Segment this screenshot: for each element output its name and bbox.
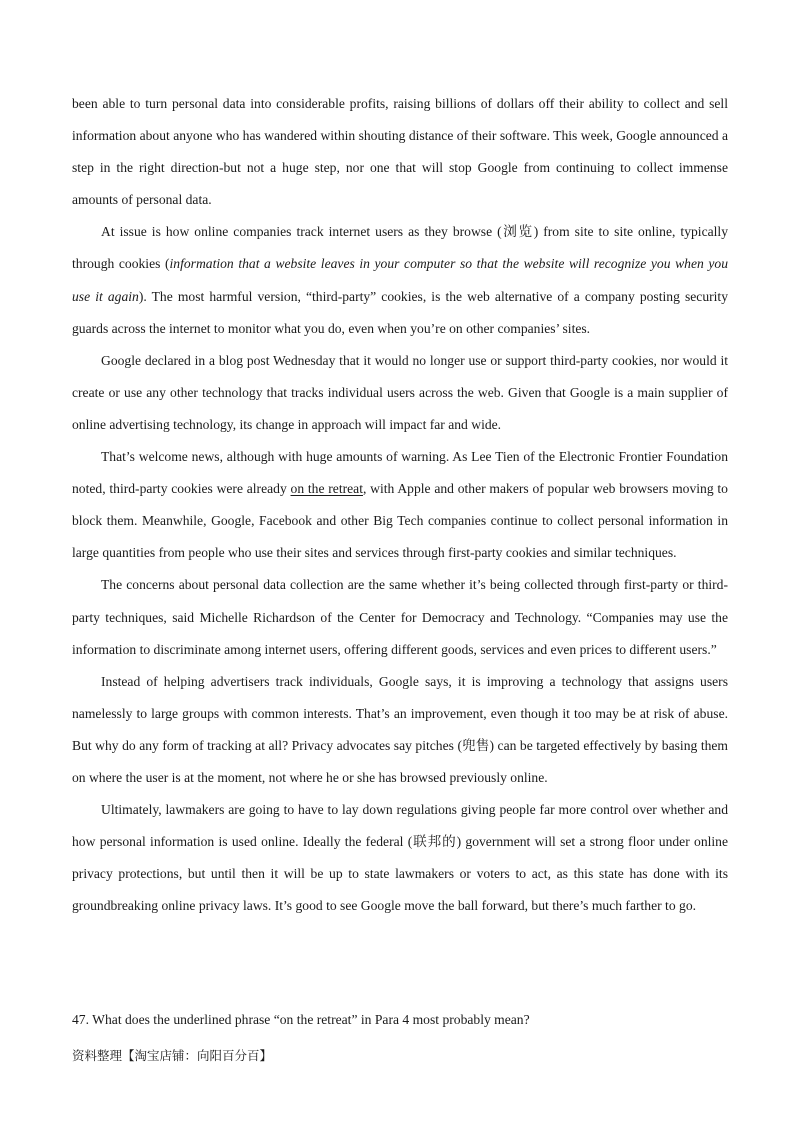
paragraph-text: Ultimately, lawmakers are going to have to lay down regulations giving people far more control over whether and how personal information is used online. Ideally the federal (联邦的) government will set a strong floor under online privacy protections, but until then it will be up to state lawmakers or voters to act, as this state has done with its groundbreaking online privacy laws. It’s good to see Google move the ball forward, but there’s much farther to go. — [72, 802, 728, 914]
question-text: What does the underlined phrase “on the retreat” in Para 4 most probably mean? — [92, 1012, 530, 1027]
underlined-phrase: on the retreat — [290, 481, 363, 497]
paragraph-text: The concerns about personal data collection are the same whether it’s being collected through first-party or third-party techniques, said Michelle Richardson of the Center for Democracy and Technology. “Companies may use the information to discriminate among internet users, offering different goods, services and even prices to different users.” — [72, 577, 728, 657]
paragraph-text: been able to turn personal data into considerable profits, raising billions of dollars off their ability to collect and sell information about anyone who has wandered within shouting distance of their software. This week, Google announced a step in the right direction-but not a huge step, nor one that will stop Google from continuing to collect immense amounts of personal data. — [72, 96, 728, 208]
paragraph-6 — [72, 666, 728, 794]
question-separator: . — [85, 1012, 89, 1027]
paragraph-7 — [72, 794, 728, 922]
paragraph-text: Instead of helping advertisers track individuals, Google says, it is improving a technology that assigns users namelessly to large groups with common interests. That’s an improvement, even though it too may be at risk of abuse. But why do any form of tracking at all? Privacy advocates say pitches (兜售) can be targeted effectively by basing them on where the user is at the moment, not where he or she has browsed previously online. — [72, 673, 728, 785]
paragraph-4 — [72, 441, 728, 569]
paragraph-text: At issue is how online companies track internet users as they browse (浏览) from site to site online, typically through cookies ( — [72, 224, 728, 272]
footer-source: 资料整理【淘宝店铺：向阳百分百】 — [72, 1049, 273, 1063]
paragraph-text: ). The most harmful version, “third-party” cookies, is the web alternative of a company posting security guards across the internet to monitor what you do, even when you’re on other companies’ sites. — [72, 288, 728, 336]
paragraph-1 — [72, 88, 728, 216]
paragraph-text: , with Apple and other makers of popular web browsers moving to block them. Meanwhile, Google, Facebook and other Big Tech companies continue to collect personal information in large quantities from people who use their sites and services through first-party cookies and similar techniques. — [72, 481, 728, 561]
question-number: 47 — [72, 1012, 86, 1027]
paragraph-3 — [72, 345, 728, 441]
paragraph-2 — [72, 216, 728, 344]
paragraph-text: Google declared in a blog post Wednesday that it would no longer use or support third-party cookies, nor would it create or use any other technology that tracks individual users across the web. Given that Google is a main supplier of online advertising technology, its change in approach will impact far and wide. — [72, 352, 728, 432]
paragraph-5 — [72, 569, 728, 665]
question-47 — [72, 1010, 728, 1030]
article-body — [72, 88, 728, 922]
cookie-definition: information that a website leaves in your computer so that the website will recognize you when you use it again — [72, 256, 728, 304]
paragraph-text: That’s welcome news, although with huge amounts of warning. As Lee Tien of the Electronic Frontier Foundation noted, third-party cookies were already — [72, 449, 728, 497]
